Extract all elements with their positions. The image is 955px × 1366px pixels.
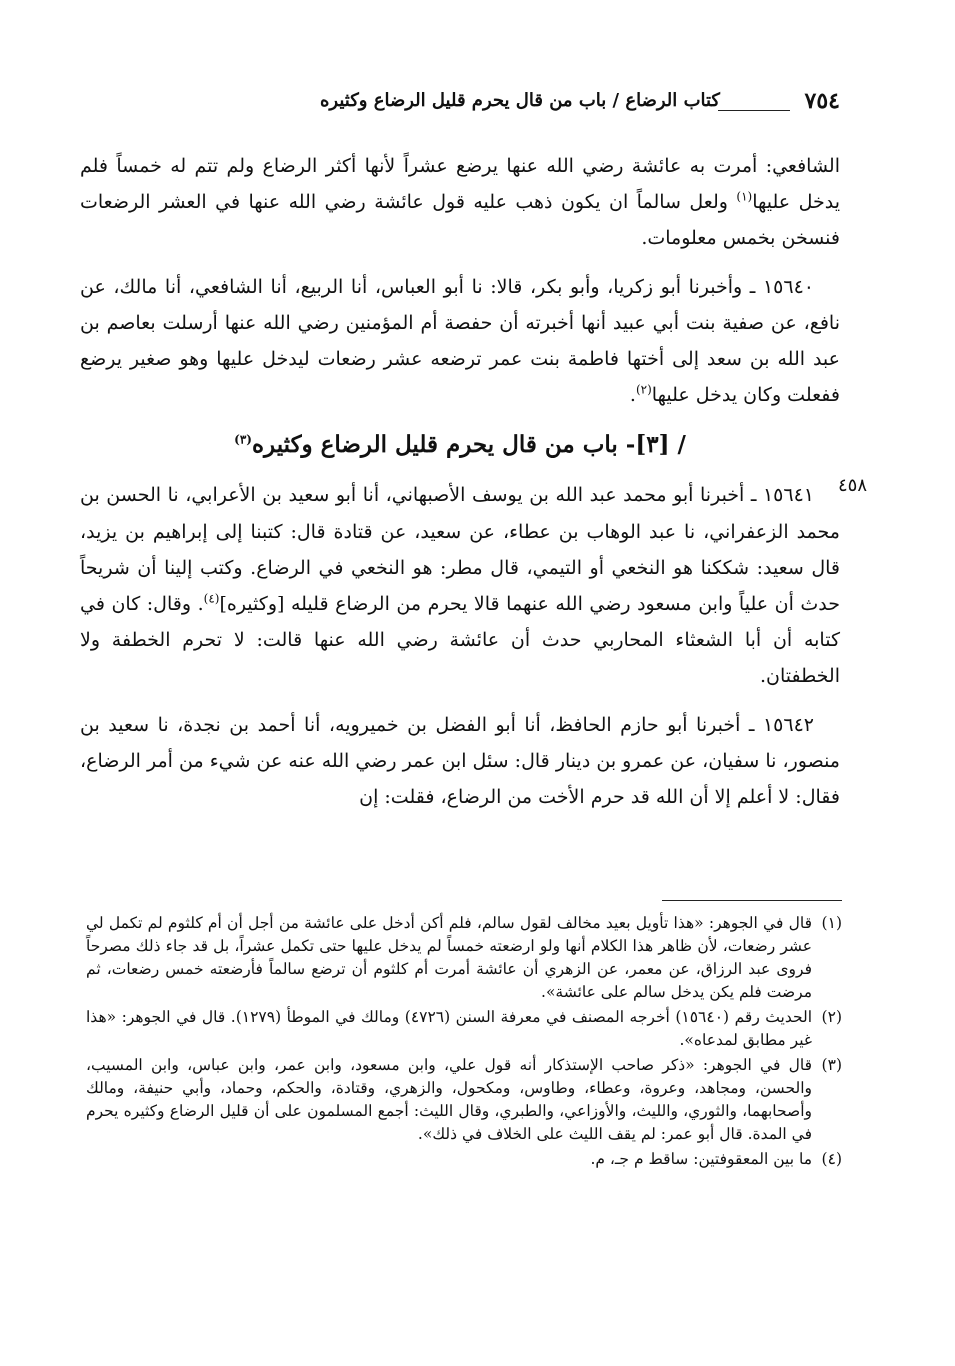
footnote-text: قال في الجوهر: «هذا تأويل بعيد مخالف لقول سالم، فلم أكن أدخل على عائشة من أجل أن أم كلثوم لم تكمل لي عشر رضعات، لأن ظاهر هذا الكلام أنها ولو ارضعته خمساً لم يدخل عليها حتى تكمل عشراً، بل قد جاء ذلك مصرحاً فروى عبد الرزاق، عن معمر، عن الزهري أن عائشة أمرت أم كلثوم أن ترضع سالماً فأرضعته خمس رضعات، ثم مرضت فلم يكن يدخل سالم على عائشة». [86, 914, 812, 1001]
footnote-number: (١) [821, 914, 842, 932]
footnote [86, 912, 842, 1004]
footnote [86, 1054, 842, 1146]
running-title: كتاب الرضاع / باب من قال يحرم قليل الرضاع وكثيره [319, 90, 720, 111]
footnote-ref: (٤) [203, 591, 220, 606]
footnote-text: قال في الجوهر: «ذكر صاحب الإستذكار أنه قول علي، وابن مسعود، وابن عمر، وابن عباس، وابن المسيب، والحسن، ومجاهد، وعروة، وعطاء، وطاوس، ومكحول، والزهري، وقتادة، والحكم، وحماد، وأبي حنيفة، ومالك وأصحابهما، والثوري، والليث، والأوزاعي، والطبري، وقال الليث: أجمع المسلمون على أن قليل الرضاع وكثيره يحرم في المدة. قال أبو عمر: لم يقف الليث على الخلاف في ذلك». [86, 1056, 812, 1143]
page-header [82, 88, 840, 128]
footnote-text: ما بين المعقوفتين: ساقط م جـ، م. [590, 1150, 812, 1168]
footnote-separator [662, 900, 842, 901]
footnotes [86, 912, 842, 1173]
paragraph-text: . [629, 384, 636, 407]
paragraph-text: . وقال: كان في كتابه أن أبا الشعثاء المحاربي حدث أن عائشة رضي الله عنها قالت: لا تحرم الخطفة ولا الخطفتان. [80, 593, 840, 688]
footnote [86, 1148, 842, 1171]
paragraph-text: ١٥٦٤٢ ـ أخبرنا أبو حازم الحافظ، أنا أبو الفضل بن خميرويه، أنا أحمد بن نجدة، نا سعيد بن منصور، نا سفيان، عن عمرو بن دينار قال: سئل ابن عمر رضي الله عنه عن شيء من أمر الرضاع، فقال: لا أعلم إلا أن الله قد حرم الأخت من الرضاع، فقلت: إن [80, 713, 840, 809]
hadith-15640 [80, 269, 840, 414]
footnote-ref: (١) [736, 189, 753, 204]
paragraph-text: ١٥٦٤٠ ـ وأخبرنا أبو زكريا، وأبو بكر، قالا: نا أبو العباس، أنا الربيع، أنا الشافعي، أنا مالك، عن نافع، عن صفية بنت أبي عبيد أنها أخبرته أن حفصة أم المؤمنين رضي الله عنها أرسلت بعاصم بن عبد الله بن سعد إلى أختها فاطمة بنت عمر ترضعه عشر رضعات ليدخل عليها وهو صغير يرضع ففعلت وكان يدخل عليها [80, 275, 840, 407]
chapter-heading [80, 425, 840, 465]
paragraph-text: ولعل سالماً ان يكون ذهب عليه قول عائشة رضي الله عنها في العشر الرضعات فنسخن بخمس معلومات. [80, 191, 840, 250]
page-number: ٧٥٤ [804, 88, 840, 114]
footnote-number: (٤) [821, 1150, 842, 1168]
footnote-number: (٣) [821, 1056, 842, 1074]
footnote-number: (٢) [821, 1008, 842, 1026]
footnote-ref: (٢) [635, 382, 652, 397]
hadith-15641 [80, 477, 840, 694]
footnote-text: الحديث رقم (١٥٦٤٠) أخرجه المصنف في معرفة السنن (٤٧٢٦) ومالك في الموطأ (١٢٧٩). قال في الجوهر: «هذا غير مطابق لمدعاه». [86, 1008, 812, 1049]
margin-page-number: ٤٥٨ [838, 475, 868, 496]
paragraph-text: الشافعي: أمرت به عائشة رضي الله عنها يرضع عشراً لأنها أكثر الرضاع ولم تتم له خمساً فلم يدخل عليها [80, 155, 840, 214]
footnote [86, 1006, 842, 1052]
paragraph-text: ١٥٦٤١ ـ أخبرنا أبو محمد عبد الله بن يوسف الأصبهاني، أنا أبو سعيد بن الأعرابي، نا الحسن بن محمد الزعفراني، نا عبد الوهاب بن عطاء، عن سعيد، عن قتادة قال: كتبنا إلى إبراهيم بن يزيد، قال سعيد: شككنا هو النخعي أو التيمي، قال مطر: هو النخعي في الرضاع. وكتب إلينا أن شريحاً حدث أن علياً وابن مسعود رضي الله عنهما قالا يحرم من الرضاع قليله [وكثيره] [80, 484, 840, 616]
paragraph-1 [80, 148, 840, 257]
footnote-ref: (٣) [234, 432, 252, 447]
main-text [80, 148, 840, 827]
chapter-title: / [٣]- باب من قال يحرم قليل الرضاع وكثيره [251, 431, 686, 459]
hadith-15642 [80, 707, 840, 816]
header-rule [718, 110, 790, 111]
